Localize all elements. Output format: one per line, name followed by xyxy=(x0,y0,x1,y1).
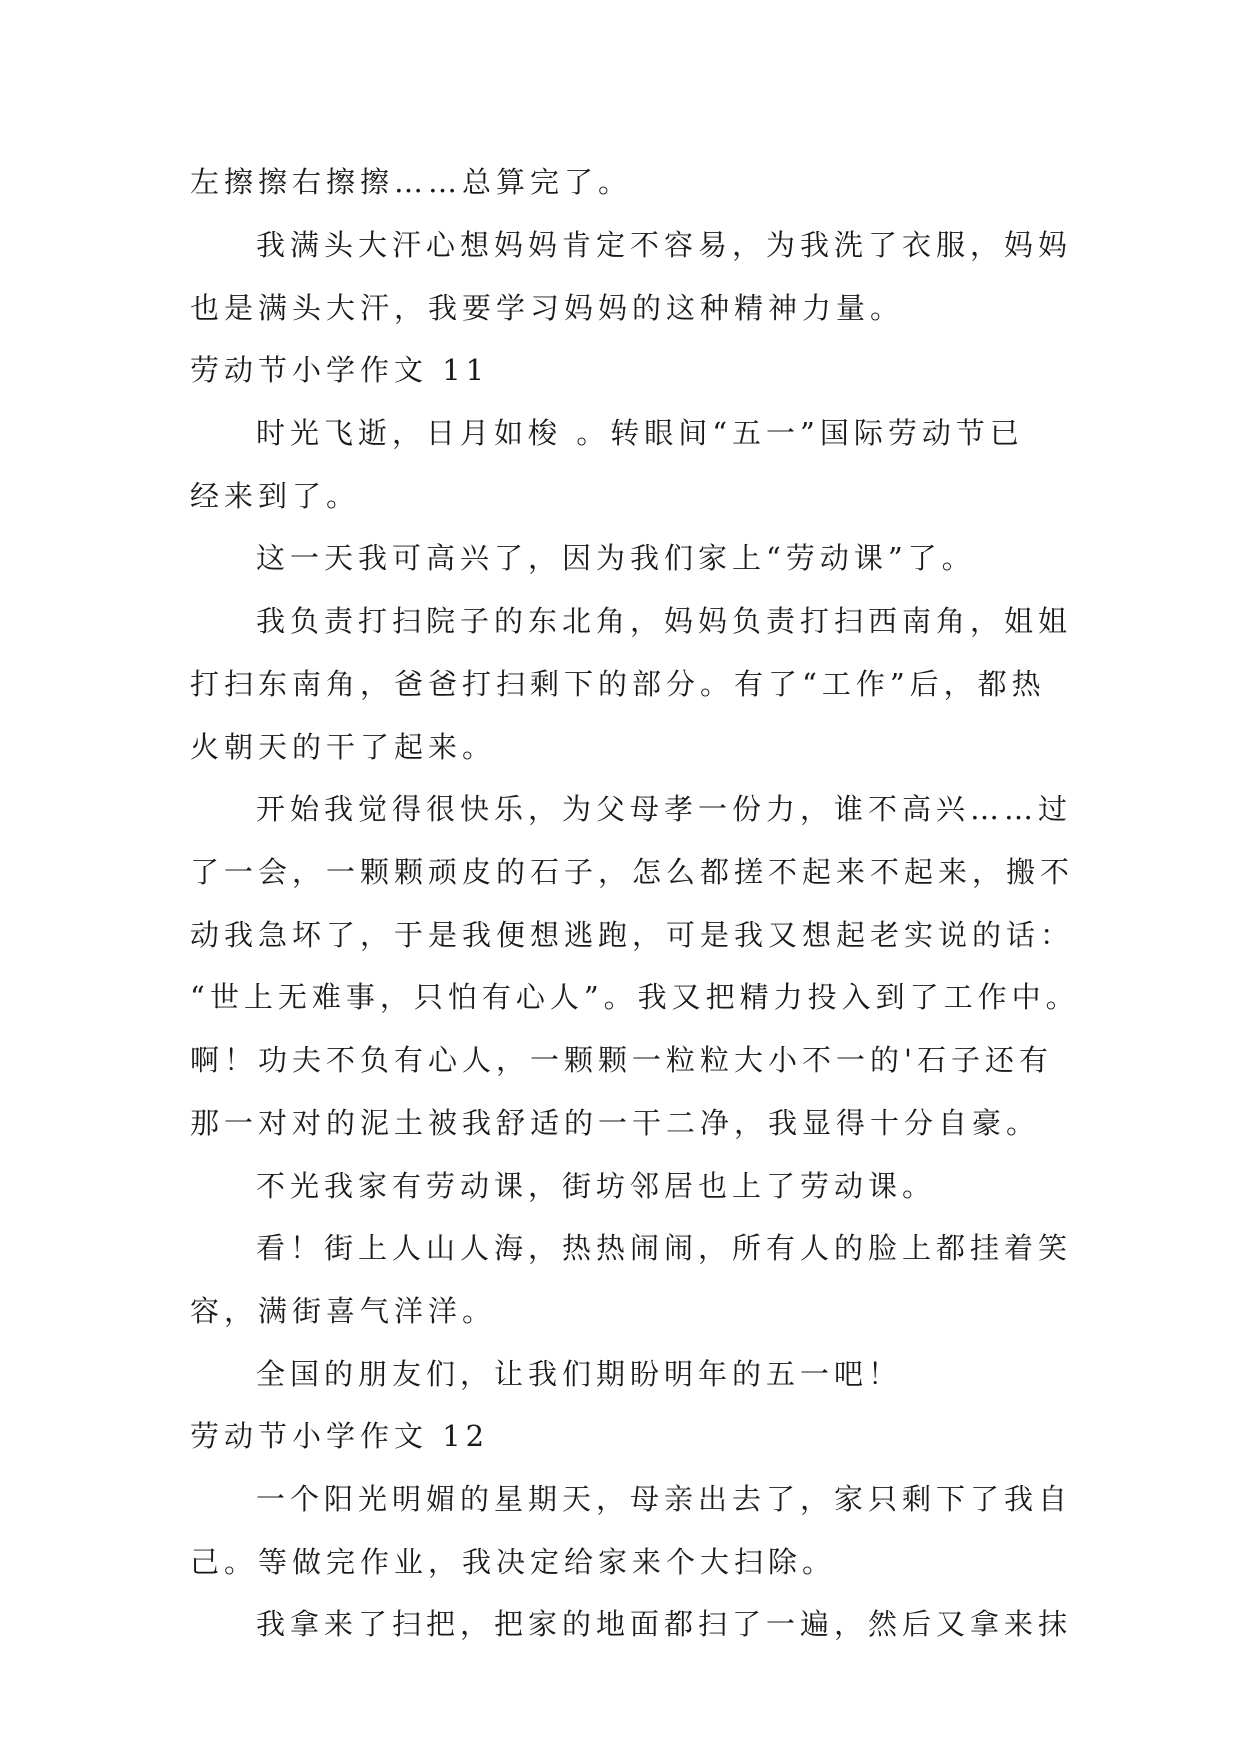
text-line: “世上无难事，只怕有心人”。我又把精力投入到了工作中。 xyxy=(190,980,1080,1014)
paragraph-first-line: 我负责打扫院子的东北角，妈妈负责打扫西南角，姐姐 xyxy=(256,604,1073,638)
paragraph-first-line: 看！街上人山人海，热热闹闹，所有人的脸上都挂着笑 xyxy=(256,1231,1073,1265)
text-line: 了一会，一颗颗顽皮的石子，怎么都搓不起来不起来，搬不 xyxy=(190,855,1075,889)
paragraph-first-line: 不光我家有劳动课，街坊邻居也上了劳动课。 xyxy=(256,1169,937,1203)
text-line: 己。等做完作业，我决定给家来个大扫除。 xyxy=(190,1545,837,1579)
paragraph-first-line: 这一天我可高兴了，因为我们家上“劳动课”了。 xyxy=(256,541,976,575)
section-heading: 劳动节小学作文 11 xyxy=(190,353,490,387)
section-heading: 劳动节小学作文 12 xyxy=(190,1419,490,1453)
text-line: 也是满头大汗，我要学习妈妈的这种精神力量。 xyxy=(190,291,905,325)
paragraph-first-line: 时光飞逝，日月如梭 。转眼间“五一”国际劳动节已 xyxy=(256,416,1024,450)
paragraph-first-line: 一个阳光明媚的星期天，母亲出去了，家只剩下了我自 xyxy=(256,1482,1073,1516)
paragraph-first-line: 我拿来了扫把，把家的地面都扫了一遍，然后又拿来抹 xyxy=(256,1607,1073,1641)
text-line: 动我急坏了，于是我便想逃跑，可是我又想起老实说的话： xyxy=(190,918,1075,952)
paragraph-first-line: 我满头大汗心想妈妈肯定不容易，为我洗了衣服，妈妈 xyxy=(256,228,1073,262)
text-line: 经来到了。 xyxy=(190,479,361,513)
paragraph-first-line: 开始我觉得很快乐，为父母孝一份力，谁不高兴……过 xyxy=(256,792,1073,826)
text-line: 火朝天的干了起来。 xyxy=(190,730,497,764)
text-line: 啊！功夫不负有心人，一颗颗一粒粒大小不一的'石子还有 xyxy=(190,1043,1053,1077)
text-line: 打扫东南角，爸爸打扫剩下的部分。有了“工作”后，都热 xyxy=(190,667,1046,701)
text-line: 容，满街喜气洋洋。 xyxy=(190,1294,497,1328)
text-line: 那一对对的泥土被我舒适的一干二净，我显得十分自豪。 xyxy=(190,1106,1041,1140)
paragraph-first-line: 全国的朋友们，让我们期盼明年的五一吧！ xyxy=(256,1357,903,1391)
text-line: 左擦擦右擦擦……总算完了。 xyxy=(190,165,633,199)
